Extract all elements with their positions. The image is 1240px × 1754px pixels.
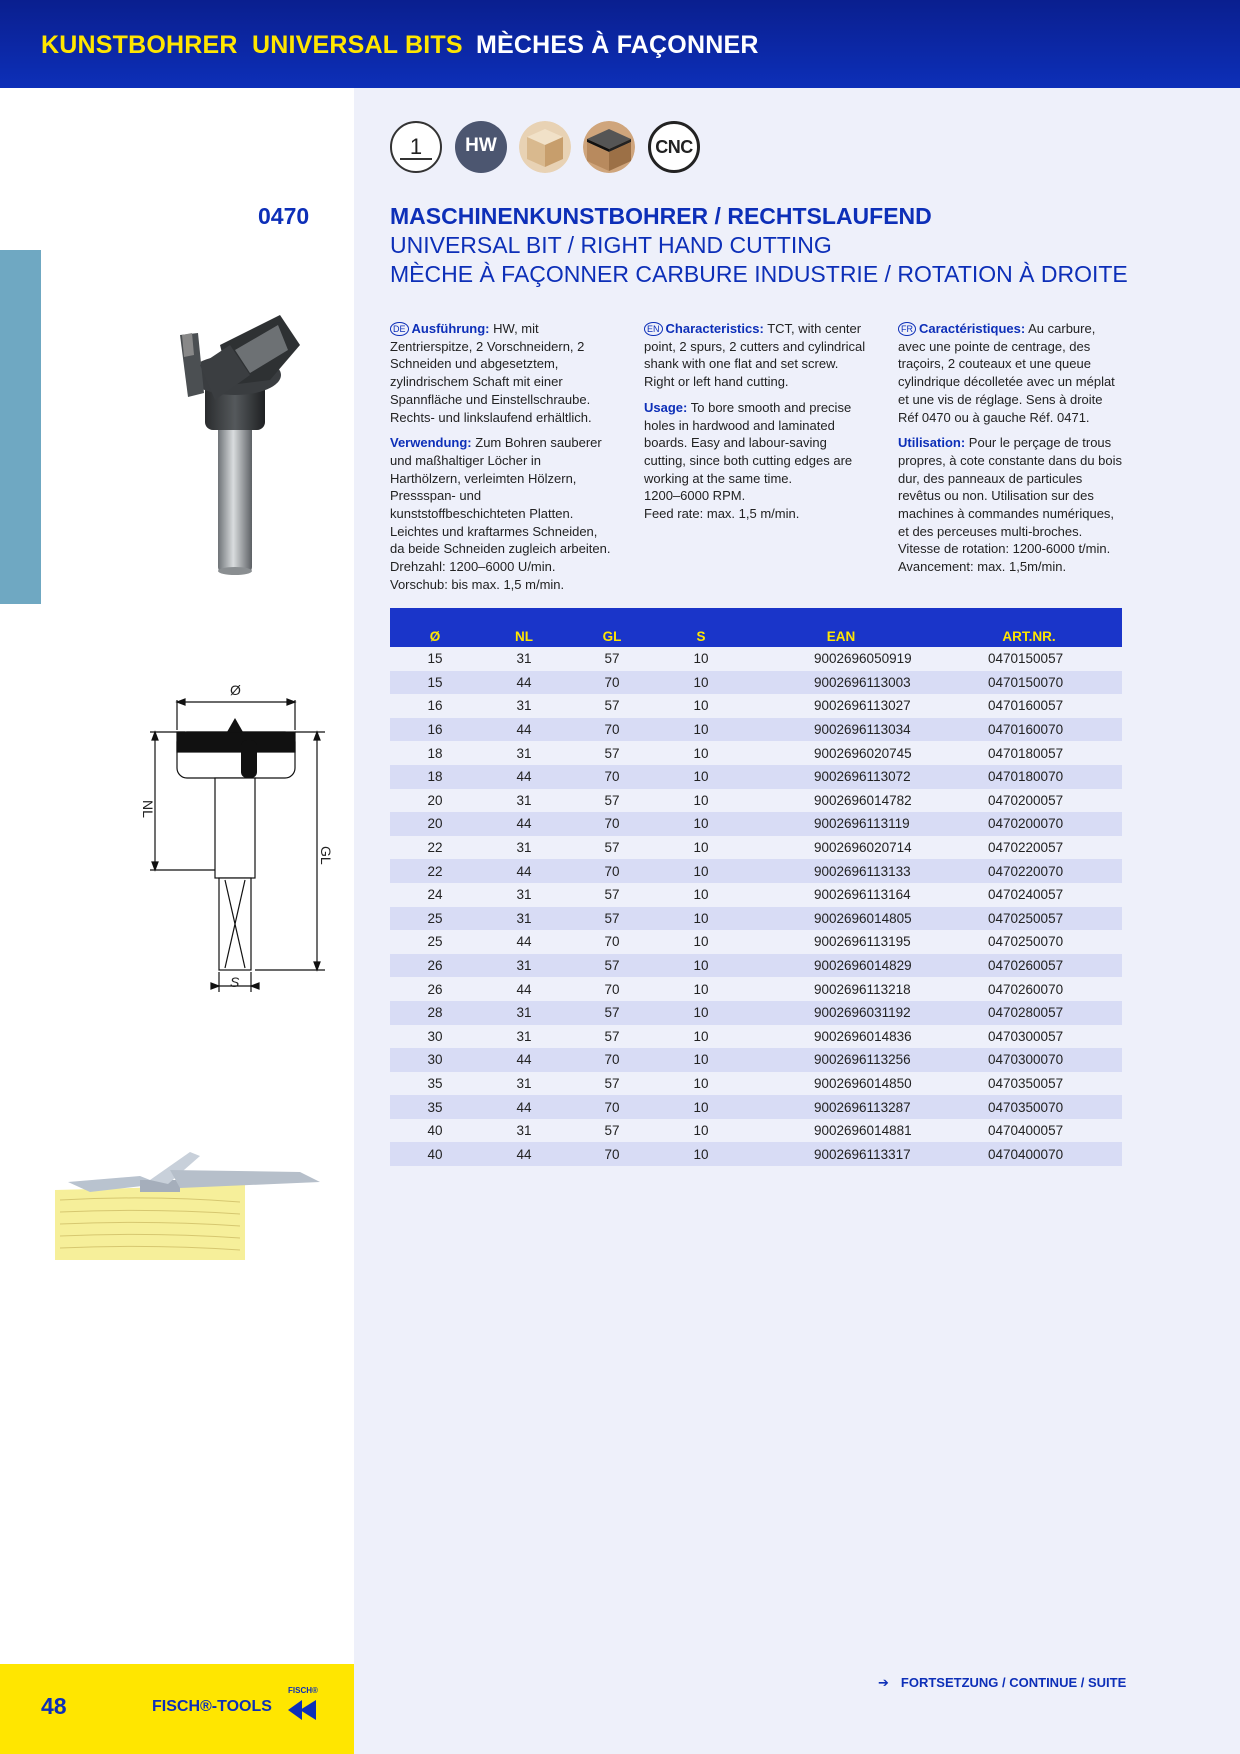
cell-ean: 9002696020714	[746, 836, 936, 860]
cell-gl: 70	[568, 930, 656, 954]
table-row	[390, 859, 1122, 883]
cell-s: 10	[656, 694, 746, 718]
arrow-right-icon: ➔	[878, 1675, 889, 1690]
cell-s: 10	[656, 789, 746, 813]
cell-s: 10	[656, 836, 746, 860]
cell-gl: 57	[568, 954, 656, 978]
cell-diameter: 30	[390, 1048, 480, 1072]
de-text-1: HW, mit Zentrierspitze, 2 Vorschneidern, 2 Schneiden und abgesetztem, zylindrischem Schaft mit einer Spannfläche und Einstellschraube. Rechts- und linkslaufend erhältlich.	[390, 321, 592, 425]
de-text-4: Vorschub: bis max. 1,5 m/min.	[390, 576, 565, 592]
usage-illustration	[50, 1150, 320, 1260]
cell-gl: 70	[568, 859, 656, 883]
cell-diameter: 15	[390, 647, 480, 671]
cell-ean: 9002696113164	[746, 883, 936, 907]
cell-s: 10	[656, 907, 746, 931]
header-title-en: UNIVERSAL BITS	[252, 31, 463, 59]
product-title-en: UNIVERSAL BIT / RIGHT HAND CUTTING	[390, 232, 832, 258]
page-header	[0, 0, 1240, 88]
cell-gl: 57	[568, 1119, 656, 1143]
table-row	[390, 1072, 1122, 1096]
table-row	[390, 954, 1122, 978]
de-text-2: Zum Bohren sauberer und maßhaltiger Löcher in Harthölzern, verleimten Hölzern, Pressspan- und kunststoffbeschichteten Platten. Leichtes und kraftarmes Schneiden, da beide Schneiden zugleich arbeiten.	[390, 435, 611, 557]
cell-diameter: 35	[390, 1095, 480, 1119]
cell-nl: 31	[480, 907, 568, 931]
cell-ean: 9002696113003	[746, 671, 936, 695]
cell-diameter: 15	[390, 671, 480, 695]
de-heading-1: Ausführung:	[411, 321, 490, 336]
lang-badge-fr: FR	[898, 322, 916, 336]
cell-gl: 57	[568, 741, 656, 765]
cell-diameter: 24	[390, 883, 480, 907]
table-row	[390, 765, 1122, 789]
cell-ean: 9002696113133	[746, 859, 936, 883]
cell-gl: 57	[568, 789, 656, 813]
cell-nl: 31	[480, 647, 568, 671]
table-row	[390, 1142, 1122, 1166]
cell-diameter: 30	[390, 1025, 480, 1049]
cell-artnr: 0470250057	[936, 907, 1122, 931]
cell-ean: 9002696014881	[746, 1119, 936, 1143]
col-header-nl: NL	[480, 608, 568, 647]
cell-nl: 44	[480, 1095, 568, 1119]
side-tab	[0, 250, 41, 604]
cell-s: 10	[656, 1142, 746, 1166]
cell-diameter: 22	[390, 859, 480, 883]
cell-diameter: 20	[390, 812, 480, 836]
cell-ean: 9002696050919	[746, 647, 936, 671]
table-header-row	[390, 608, 1122, 647]
brand-name: FISCH®-TOOLS	[152, 1698, 272, 1715]
cell-diameter: 35	[390, 1072, 480, 1096]
cell-ean: 9002696113218	[746, 977, 936, 1001]
table-row	[390, 1001, 1122, 1025]
cell-artnr: 0470240057	[936, 883, 1122, 907]
drawing-label-gl: GL	[318, 846, 334, 865]
cell-s: 10	[656, 671, 746, 695]
cell-artnr: 0470220070	[936, 859, 1122, 883]
table-row	[390, 1025, 1122, 1049]
description-fr	[898, 320, 1123, 576]
table-row	[390, 1119, 1122, 1143]
cell-diameter: 16	[390, 694, 480, 718]
cell-s: 10	[656, 977, 746, 1001]
cell-nl: 31	[480, 789, 568, 813]
cell-artnr: 0470150057	[936, 647, 1122, 671]
cell-nl: 31	[480, 694, 568, 718]
cell-s: 10	[656, 1119, 746, 1143]
cell-diameter: 16	[390, 718, 480, 742]
product-title-de: MASCHINENKUNSTBOHRER / RECHTSLAUFEND	[390, 203, 932, 229]
table-row	[390, 836, 1122, 860]
cell-diameter: 20	[390, 789, 480, 813]
cell-artnr: 0470300057	[936, 1025, 1122, 1049]
cell-ean: 9002696113034	[746, 718, 936, 742]
cell-artnr: 0470350057	[936, 1072, 1122, 1096]
product-photo	[160, 305, 310, 575]
cell-artnr: 0470260070	[936, 977, 1122, 1001]
col-header-gl: GL	[568, 608, 656, 647]
cell-diameter: 26	[390, 977, 480, 1001]
cell-gl: 70	[568, 1095, 656, 1119]
technical-drawing	[145, 680, 345, 1000]
cell-ean: 9002696113195	[746, 930, 936, 954]
table-row	[390, 1048, 1122, 1072]
cell-gl: 57	[568, 836, 656, 860]
cell-nl: 44	[480, 718, 568, 742]
cell-nl: 44	[480, 812, 568, 836]
cell-nl: 44	[480, 1048, 568, 1072]
cell-nl: 44	[480, 765, 568, 789]
cell-diameter: 26	[390, 954, 480, 978]
cell-ean: 9002696014829	[746, 954, 936, 978]
cell-nl: 44	[480, 930, 568, 954]
en-text-4: Feed rate: max. 1,5 m/min.	[644, 506, 800, 522]
col-header-s: S	[656, 608, 746, 647]
cell-gl: 70	[568, 765, 656, 789]
cell-ean: 9002696014805	[746, 907, 936, 931]
description-en	[644, 320, 869, 523]
en-text-1: TCT, with center point, 2 spurs, 2 cutters and cylindrical shank with one flat and set screw. Right or left hand cutting.	[644, 321, 866, 390]
cell-ean: 9002696113072	[746, 765, 936, 789]
fr-text-1: Au carbure, avec une pointe de centrage, des traçoirs, 2 couteaux et une queue cylindrique décolletée avec un méplat et une vis de réglage. Sens à droite Réf 0470 ou à gauche Réf. 0471.	[898, 321, 1115, 425]
fr-heading-1: Caractéristiques:	[919, 321, 1026, 336]
table-row	[390, 907, 1122, 931]
cell-gl: 70	[568, 1048, 656, 1072]
cell-nl: 44	[480, 859, 568, 883]
header-title-de: KUNSTBOHRER	[41, 31, 238, 59]
cell-nl: 31	[480, 836, 568, 860]
cell-gl: 57	[568, 1025, 656, 1049]
product-table	[390, 608, 1122, 1166]
en-text-2: To bore smooth and precise holes in hardwood and laminated boards. Easy and labour-saving cutting, since both cutting edges are working at the same time.	[644, 399, 853, 486]
cell-diameter: 22	[390, 836, 480, 860]
col-header-ean: EAN	[746, 608, 936, 647]
product-title-fr: MÈCHE À FAÇONNER CARBURE INDUSTRIE / ROTATION À DROITE	[390, 261, 1128, 287]
cell-gl: 70	[568, 718, 656, 742]
cell-artnr: 0470180057	[936, 741, 1122, 765]
fr-text-4: Avancement: max. 1,5m/min.	[898, 559, 1067, 575]
table-row	[390, 671, 1122, 695]
table-row	[390, 930, 1122, 954]
cell-artnr: 0470150070	[936, 671, 1122, 695]
cell-gl: 57	[568, 907, 656, 931]
cell-gl: 57	[568, 883, 656, 907]
drawing-label-diameter: Ø	[230, 682, 241, 698]
cell-artnr: 0470350070	[936, 1095, 1122, 1119]
cell-nl: 31	[480, 1119, 568, 1143]
fisch-logo	[286, 1686, 326, 1722]
cell-nl: 31	[480, 883, 568, 907]
cell-s: 10	[656, 1072, 746, 1096]
cell-ean: 9002696031192	[746, 1001, 936, 1025]
cell-artnr: 0470220057	[936, 836, 1122, 860]
cell-artnr: 0470400070	[936, 1142, 1122, 1166]
table-body	[390, 647, 1122, 1166]
laminated-board-icon	[583, 121, 635, 173]
table-row	[390, 883, 1122, 907]
cell-s: 10	[656, 930, 746, 954]
cell-ean: 9002696014836	[746, 1025, 936, 1049]
cell-diameter: 18	[390, 765, 480, 789]
drawing-label-nl: NL	[140, 800, 156, 818]
cell-s: 10	[656, 954, 746, 978]
hw-carbide-icon	[455, 121, 507, 173]
logo-text: FISCH®	[288, 1686, 318, 1695]
fr-heading-2: Utilisation:	[898, 435, 966, 451]
cell-ean: 9002696014850	[746, 1072, 936, 1096]
cell-artnr: 0470300070	[936, 1048, 1122, 1072]
cell-nl: 44	[480, 977, 568, 1001]
col-header-artnr: ART.NR.	[936, 608, 1122, 647]
cell-nl: 44	[480, 1142, 568, 1166]
cell-gl: 70	[568, 671, 656, 695]
article-number: 0470	[258, 203, 310, 229]
cell-s: 10	[656, 812, 746, 836]
cell-s: 10	[656, 647, 746, 671]
table-row	[390, 694, 1122, 718]
cell-artnr: 0470280057	[936, 1001, 1122, 1025]
table-row	[390, 789, 1122, 813]
cnc-icon	[648, 121, 700, 173]
cell-artnr: 0470260057	[936, 954, 1122, 978]
cell-nl: 31	[480, 1001, 568, 1025]
description-de	[390, 320, 615, 594]
fr-text-3: Vitesse de rotation: 1200-6000 t/min.	[898, 541, 1111, 557]
cell-s: 10	[656, 1048, 746, 1072]
icon-hw-label: HW	[465, 135, 497, 156]
one-piece-icon	[390, 121, 442, 173]
cell-ean: 9002696020745	[746, 741, 936, 765]
cell-s: 10	[656, 718, 746, 742]
lang-badge-de: DE	[390, 322, 409, 336]
cell-gl: 57	[568, 647, 656, 671]
fr-text-2: Pour le perçage de trous propres, à cote constante dans du bois dur, des panneaux de particules revêtus ou non. Utilisation sur des machines à commandes numériques, et des perceuses multi-broches.	[898, 435, 1123, 539]
icon-cnc-label: CNC	[655, 137, 693, 157]
cell-s: 10	[656, 741, 746, 765]
en-heading-2: Usage:	[644, 399, 688, 415]
cell-s: 10	[656, 765, 746, 789]
cell-diameter: 25	[390, 930, 480, 954]
page-number: 48	[41, 1693, 67, 1719]
cell-diameter: 28	[390, 1001, 480, 1025]
cell-nl: 44	[480, 671, 568, 695]
table-row	[390, 718, 1122, 742]
cell-ean: 9002696113256	[746, 1048, 936, 1072]
cell-gl: 57	[568, 1001, 656, 1025]
cell-diameter: 40	[390, 1142, 480, 1166]
lang-badge-en: EN	[644, 322, 663, 336]
cell-artnr: 0470200070	[936, 812, 1122, 836]
continue-link[interactable]	[878, 1675, 1126, 1691]
cell-artnr: 0470200057	[936, 789, 1122, 813]
cell-gl: 57	[568, 1072, 656, 1096]
drawing-label-s: S	[230, 974, 240, 990]
cell-nl: 31	[480, 1072, 568, 1096]
table-row	[390, 1095, 1122, 1119]
cell-artnr: 0470180070	[936, 765, 1122, 789]
cell-nl: 31	[480, 741, 568, 765]
cell-gl: 70	[568, 977, 656, 1001]
cell-ean: 9002696113119	[746, 812, 936, 836]
cell-artnr: 0470250070	[936, 930, 1122, 954]
softwood-material-icon	[519, 121, 571, 173]
continue-label: FORTSETZUNG / CONTINUE / SUITE	[900, 1675, 1127, 1690]
de-heading-2: Verwendung:	[390, 435, 472, 451]
table-row	[390, 812, 1122, 836]
cell-ean: 9002696113027	[746, 694, 936, 718]
table-row	[390, 647, 1122, 671]
cell-s: 10	[656, 859, 746, 883]
cell-s: 10	[656, 1025, 746, 1049]
icon-number-label: 1	[409, 134, 423, 159]
en-text-3: 1200–6000 RPM.	[644, 488, 746, 504]
table-row	[390, 741, 1122, 765]
cell-artnr: 0470160057	[936, 694, 1122, 718]
table-row	[390, 977, 1122, 1001]
col-header-diameter: Ø	[390, 608, 480, 647]
cell-diameter: 40	[390, 1119, 480, 1143]
cell-s: 10	[656, 1001, 746, 1025]
en-heading-1: Characteristics:	[665, 321, 764, 336]
cell-ean: 9002696113317	[746, 1142, 936, 1166]
cell-diameter: 25	[390, 907, 480, 931]
cell-s: 10	[656, 1095, 746, 1119]
cell-s: 10	[656, 883, 746, 907]
cell-ean: 9002696014782	[746, 789, 936, 813]
cell-ean: 9002696113287	[746, 1095, 936, 1119]
cell-artnr: 0470400057	[936, 1119, 1122, 1143]
cell-gl: 57	[568, 694, 656, 718]
header-title-fr: MÈCHES À FAÇONNER	[476, 31, 759, 59]
de-text-3: Drehzahl: 1200–6000 U/min.	[390, 559, 556, 575]
cell-gl: 70	[568, 1142, 656, 1166]
cell-artnr: 0470160070	[936, 718, 1122, 742]
cell-nl: 31	[480, 1025, 568, 1049]
cell-diameter: 18	[390, 741, 480, 765]
cell-nl: 31	[480, 954, 568, 978]
cell-gl: 70	[568, 812, 656, 836]
